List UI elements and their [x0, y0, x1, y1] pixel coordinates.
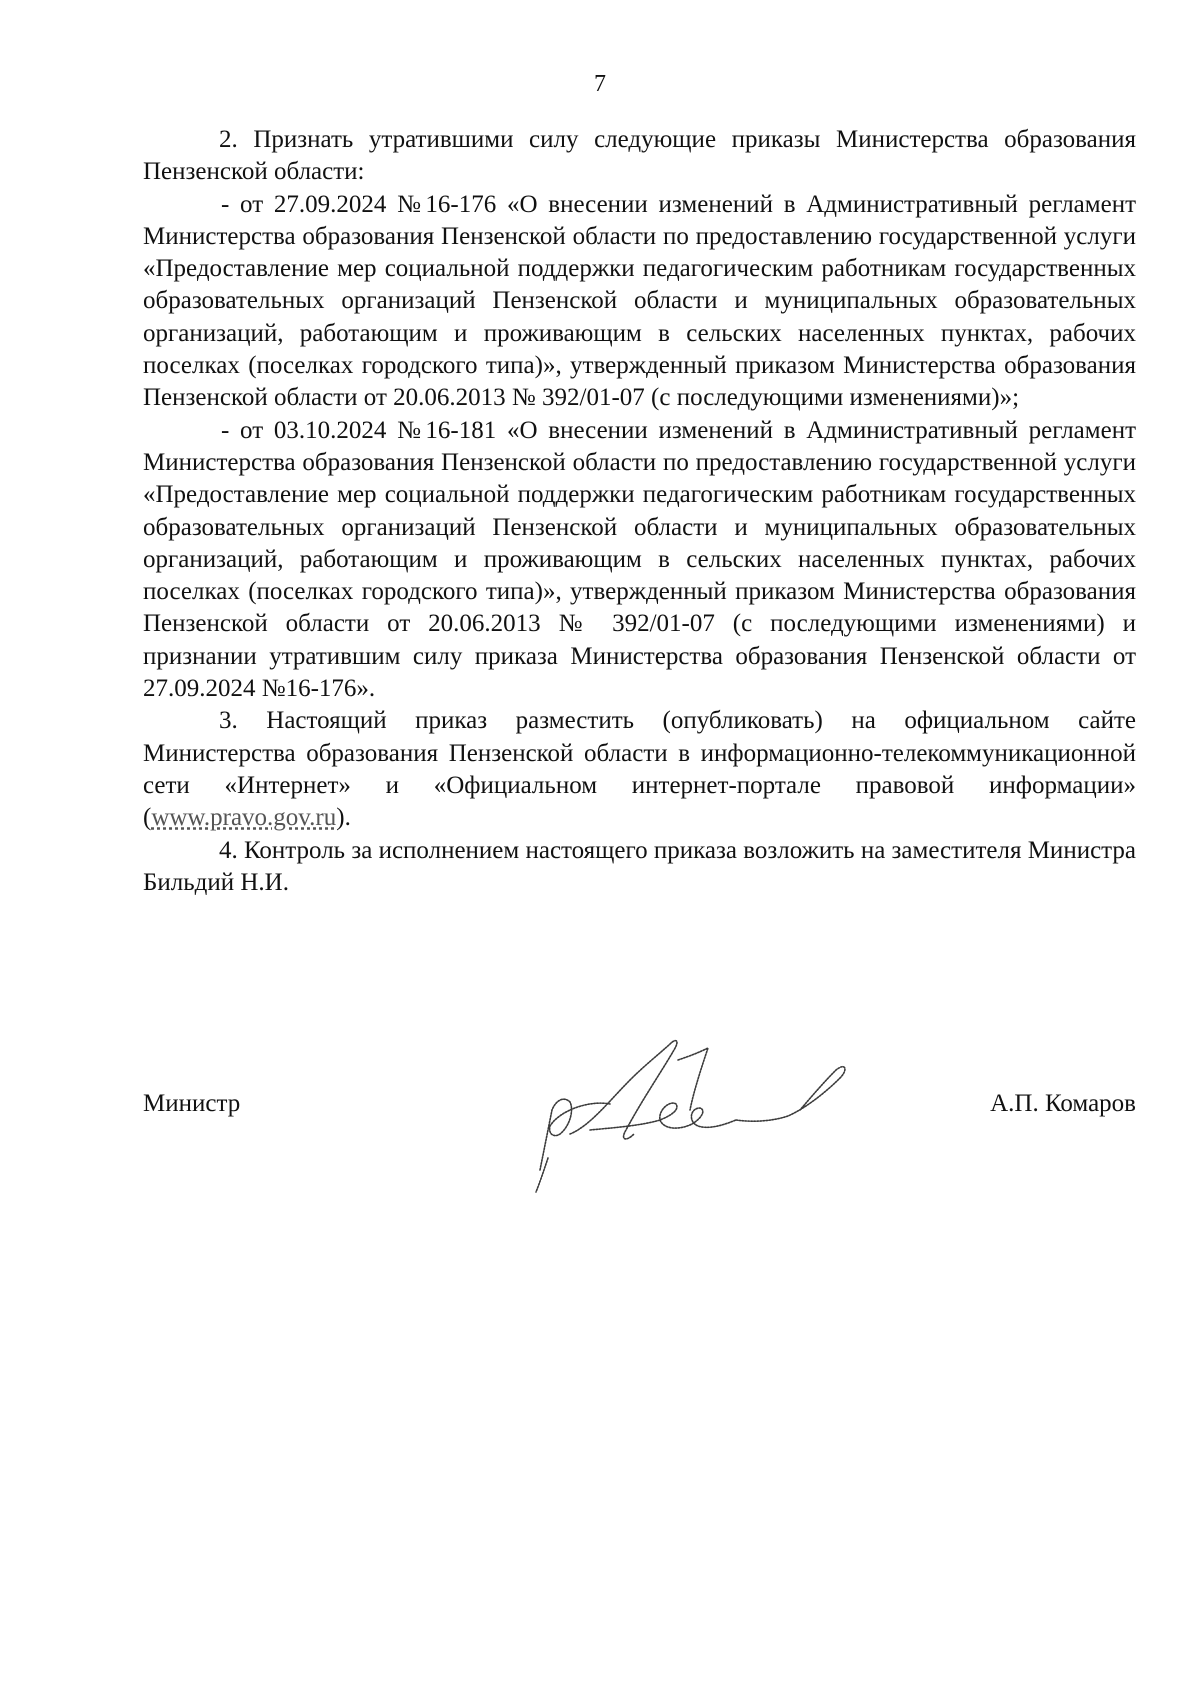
signer-name: А.П. Комаров [990, 1090, 1136, 1117]
paragraph-2-item-2: - от 03.10.2024 №16-181 «О внесении изменений в Административный регламент Министерства образования Пензенской области по предоставлению государственной услуги «Предоставление мер социальной поддержки педагогическим работникам государственных образовательных организаций Пензенской области и муниципальных образовательных организаций, работающим и проживающим в сельских населенных пунктах, рабочих поселках (поселках городского типа)», утвержденный приказом Министерства образования Пензенской области от 20.06.2013 № 392/01-07 (с последующими изменениями) и признании утратившим силу приказа Министерства образования Пензенской области от 27.09.2024 №16-176». [143, 416, 1136, 703]
signature-stroke-2 [570, 1041, 677, 1139]
paragraph-3-text: 3. Настоящий приказ разместить (опубликовать) на официальном сайте Министерства образования Пензенской области в информационно-телекоммуникационной сети «Интернет» и «Официальном интернет-портале правовой информации» ( [143, 707, 1136, 832]
paragraph-2: 2. Признать утратившими силу следующие приказы Министерства образования Пензенской области: [143, 126, 1136, 186]
signature-stroke-4 [678, 1048, 708, 1110]
signature-stroke-1 [540, 1099, 610, 1170]
signature-stroke-3 [590, 1103, 736, 1130]
signature-stroke-5 [736, 1067, 845, 1122]
handwritten-signature [530, 1030, 890, 1200]
pravo-gov-link[interactable]: www.pravo.gov.ru [151, 804, 337, 832]
page-number: 7 [594, 71, 606, 97]
signer-title: Министр [143, 1090, 241, 1117]
paragraph-2-item-1: - от 27.09.2024 №16-176 «О внесении изменений в Административный регламент Министерства образования Пензенской области по предоставлению государственной услуги «Предоставление мер социальной поддержки педагогическим работникам государственных образовательных организаций Пензенской области и муниципальных образовательных организаций, работающим и проживающим в сельских населенных пунктах, рабочих поселках (поселках городского типа)», утвержденный приказом Министерства образования Пензенской области от 20.06.2013 № 392/01-07 (с последующими изменениями)»; [143, 190, 1136, 412]
paragraph-3 [143, 705, 1136, 834]
paragraph-4: 4. Контроль за исполнением настоящего приказа возложить на заместителя Министра Бильдий Н.И. [143, 836, 1136, 896]
document-body [143, 124, 1136, 899]
paragraph-3-end: ). [336, 804, 351, 832]
